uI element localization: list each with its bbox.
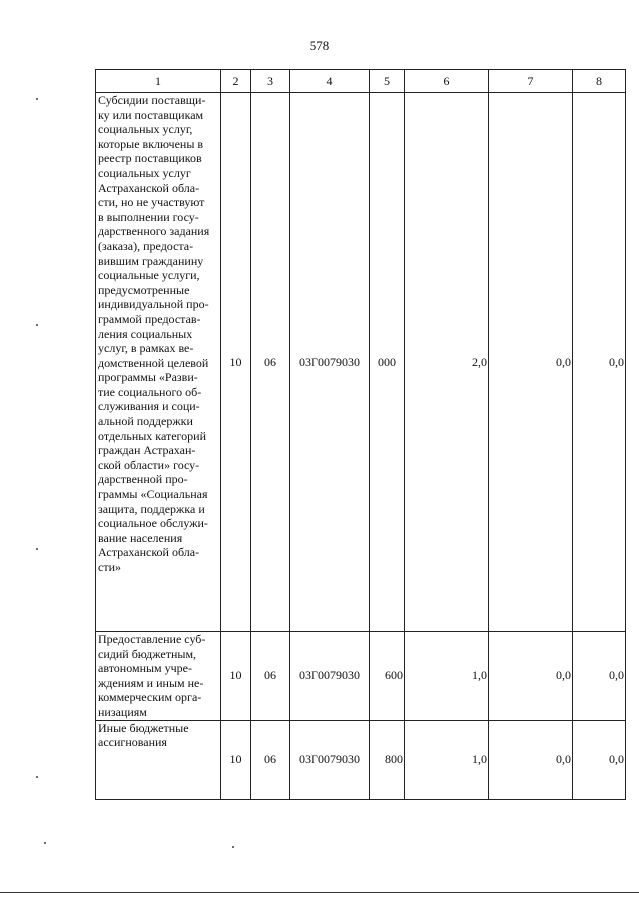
column-header: 8	[573, 70, 626, 93]
column-header: 7	[489, 70, 573, 93]
cell-value-7: 0,0	[489, 720, 573, 799]
scan-speck	[44, 842, 46, 844]
scan-speck	[36, 98, 38, 100]
cell-value-6: 1,0	[405, 632, 489, 721]
cell-target-code: 03Г0079030	[290, 93, 370, 632]
cell-section: 10	[221, 632, 251, 721]
scan-speck	[232, 846, 234, 848]
row-name: Предоставление суб- сидий бюджетным, автономным учре- ждениям и иным не- коммерческим орга- низациям	[96, 632, 221, 721]
row-name: Иные бюджетные ассигнования	[96, 720, 221, 799]
scan-speck	[36, 548, 38, 550]
column-header: 1	[96, 70, 221, 93]
column-header: 5	[370, 70, 405, 93]
budget-table	[95, 69, 626, 800]
page-bottom-rule	[0, 892, 639, 893]
cell-subsection: 06	[251, 720, 290, 799]
cell-value-6: 2,0	[405, 93, 489, 632]
table-row	[96, 93, 626, 632]
cell-subsection: 06	[251, 632, 290, 721]
scan-speck	[36, 776, 38, 778]
cell-subsection: 06	[251, 93, 290, 632]
cell-section: 10	[221, 93, 251, 632]
cell-expense-type: 800	[370, 720, 405, 799]
page-number: 578	[309, 38, 330, 53]
table-row	[96, 720, 626, 799]
cell-target-code: 03Г0079030	[290, 720, 370, 799]
table-row	[96, 632, 626, 721]
cell-value-6: 1,0	[405, 720, 489, 799]
row-name: Субсидии поставщи- ку или поставщикам социальных услуг, которые включены в реестр поставщиков социальных услуг Астраханской обла- сти, но не участвуют в выполнении госу- дарственного задания (заказа), предоста- вившим гражданину социальные услуги, предусмотренные индивидуальной про- граммой предостав- ления социальных услуг, в рамках ве- домственной целевой программы «Разви- тие социального об- служивания и соци- альной поддержки отдельных категорий граждан Астрахан- ской области» госу- дарственной про- граммы «Социальная защита, поддержка и социальное обслужи- вание населения Астраханской обла- сти»	[96, 93, 221, 632]
cell-target-code: 03Г0079030	[290, 632, 370, 721]
cell-value-7: 0,0	[489, 632, 573, 721]
column-header: 4	[290, 70, 370, 93]
cell-section: 10	[221, 720, 251, 799]
scan-speck	[36, 324, 38, 326]
cell-expense-type: 000	[370, 93, 405, 632]
header-row	[96, 70, 626, 93]
cell-value-8: 0,0	[573, 720, 626, 799]
column-header: 3	[251, 70, 290, 93]
column-header: 2	[221, 70, 251, 93]
cell-value-7: 0,0	[489, 93, 573, 632]
cell-value-8: 0,0	[573, 93, 626, 632]
column-header: 6	[405, 70, 489, 93]
cell-value-8: 0,0	[573, 632, 626, 721]
cell-expense-type: 600	[370, 632, 405, 721]
